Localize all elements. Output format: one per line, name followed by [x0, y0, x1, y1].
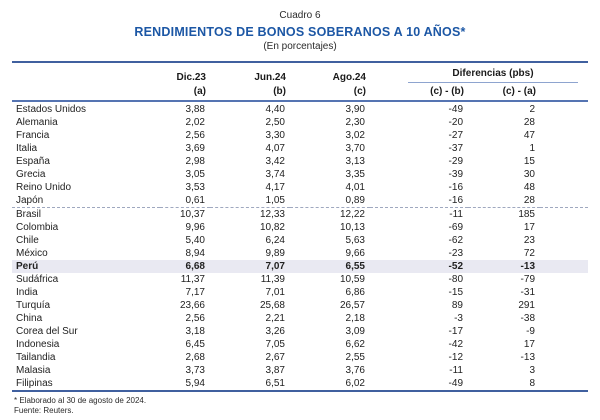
value-cell: -12 — [448, 352, 463, 363]
value-cell: 1 — [529, 143, 535, 154]
country-cell: Indonesia — [16, 339, 60, 350]
value-cell: 6,55 — [290, 260, 370, 273]
value-cell: 2,98 — [185, 156, 205, 167]
value-cell: 185 — [468, 208, 540, 222]
value-cell: -27 — [448, 130, 463, 141]
value-cell: -49 — [448, 104, 463, 115]
table-row — [12, 208, 588, 222]
spacer-cell — [540, 338, 588, 351]
country-cell: Turquía — [16, 300, 51, 311]
value-cell: 3,88 — [185, 104, 205, 115]
value-cell: 2,67 — [265, 352, 285, 363]
value-cell: 2 — [529, 104, 535, 115]
spacer-cell — [540, 116, 588, 129]
value-cell: 7,01 — [265, 287, 285, 298]
value-cell: 3,02 — [345, 130, 365, 141]
value-cell: 28 — [523, 117, 535, 128]
value-cell: 10,13 — [339, 222, 365, 233]
value-cell: -13 — [520, 352, 535, 363]
value-cell: 23 — [523, 235, 535, 246]
value-cell: 11,37 — [180, 274, 205, 285]
footnotes — [14, 396, 600, 416]
table-row — [12, 168, 588, 181]
value-cell: -20 — [448, 117, 463, 128]
spacer-cell — [540, 168, 588, 181]
value-cell: 3 — [529, 365, 535, 376]
value-cell: -38 — [520, 313, 535, 324]
spacer-cell — [540, 221, 588, 234]
country-cell: Alemania — [16, 117, 58, 128]
value-cell: 3,30 — [265, 130, 285, 141]
table-row — [12, 338, 588, 351]
value-cell: 5,40 — [185, 235, 205, 246]
spacer-cell — [540, 312, 588, 325]
value-cell: 72 — [523, 248, 535, 259]
spacer-cell — [540, 299, 588, 312]
value-cell: 2,56 — [185, 130, 205, 141]
table-header — [12, 62, 588, 101]
value-cell: 8 — [529, 378, 535, 389]
table-row — [12, 273, 588, 286]
table-row — [12, 142, 588, 155]
table-row — [12, 286, 588, 299]
value-cell: 6,68 — [160, 260, 210, 273]
country-cell: Corea del Sur — [16, 326, 78, 337]
value-cell: 3,53 — [185, 182, 205, 193]
table-row — [12, 325, 588, 338]
col-header-jun24: Jun.24 — [254, 72, 286, 83]
table-row — [12, 155, 588, 168]
value-cell: -23 — [448, 248, 463, 259]
table-row — [12, 377, 588, 391]
col-subheader-b: (b) — [273, 86, 286, 97]
value-cell: -16 — [448, 195, 463, 206]
value-cell: -11 — [370, 208, 468, 222]
table-row — [12, 194, 588, 208]
value-cell: -52 — [370, 260, 468, 273]
value-cell: 6,86 — [345, 287, 365, 298]
table-row — [12, 351, 588, 364]
col-subheader-c-minus-a: (c) - (a) — [502, 86, 536, 97]
table-caption: Cuadro 6 — [279, 10, 321, 21]
value-cell: 3,74 — [265, 169, 285, 180]
col-header-ago24: Ago.24 — [332, 72, 366, 83]
diff-group-label: Diferencias (pbs) — [408, 68, 578, 83]
value-cell: 9,96 — [185, 222, 205, 233]
spacer-header — [540, 83, 588, 101]
value-cell: 5,94 — [185, 378, 205, 389]
value-cell: -42 — [448, 339, 463, 350]
spacer-cell — [540, 273, 588, 286]
value-cell: -15 — [448, 287, 463, 298]
value-cell: 26,57 — [339, 300, 365, 311]
value-cell: 3,35 — [345, 169, 365, 180]
value-cell: 4,07 — [265, 143, 285, 154]
value-cell: 3,69 — [185, 143, 205, 154]
table-row — [12, 101, 588, 116]
value-cell: 6,24 — [265, 235, 285, 246]
value-cell: -69 — [448, 222, 463, 233]
table-row — [12, 221, 588, 234]
value-cell: 4,17 — [265, 182, 285, 193]
value-cell: 291 — [518, 300, 535, 311]
value-cell: 2,18 — [345, 313, 365, 324]
country-cell: Malasia — [16, 365, 51, 376]
table-row — [12, 312, 588, 325]
country-column-subheader — [12, 83, 160, 101]
value-cell: 12,22 — [290, 208, 370, 222]
value-cell: 89 — [451, 300, 463, 311]
country-cell: China — [16, 313, 43, 324]
country-cell: Japón — [16, 195, 44, 206]
value-cell: 5,63 — [345, 235, 365, 246]
value-cell: 2,21 — [265, 313, 285, 324]
value-cell: 12,33 — [210, 208, 290, 222]
spacer-cell — [540, 377, 588, 391]
value-cell: 6,02 — [345, 378, 365, 389]
country-cell: Tailandia — [16, 352, 56, 363]
col-subheader-c-minus-b: (c) - (b) — [430, 86, 464, 97]
value-cell: 7,07 — [210, 260, 290, 273]
value-cell: -13 — [468, 260, 540, 273]
value-cell: 3,87 — [265, 365, 285, 376]
value-cell: 3,70 — [345, 143, 365, 154]
country-cell: México — [16, 248, 48, 259]
value-cell: -39 — [448, 169, 463, 180]
value-cell: 3,42 — [265, 156, 285, 167]
value-cell: 23,66 — [179, 300, 205, 311]
country-cell: India — [16, 287, 38, 298]
value-cell: 8,94 — [185, 248, 205, 259]
country-column-header — [12, 62, 160, 83]
table-body — [12, 101, 588, 391]
spacer-cell — [540, 142, 588, 155]
value-cell: 3,13 — [345, 156, 365, 167]
spacer-cell — [540, 234, 588, 247]
table-row — [12, 129, 588, 142]
value-cell: 47 — [523, 130, 535, 141]
footnote-elaboration: * Elaborado al 30 de agosto de 2024. — [14, 396, 147, 405]
value-cell: 10,37 — [160, 208, 210, 222]
table-row — [12, 247, 588, 260]
value-cell: 2,55 — [345, 352, 365, 363]
value-cell: -31 — [520, 287, 535, 298]
value-cell: 6,62 — [345, 339, 365, 350]
col-subheader-c: (c) — [353, 86, 366, 97]
value-cell: 3,90 — [345, 104, 365, 115]
spacer-cell — [540, 260, 588, 273]
value-cell: -80 — [448, 274, 463, 285]
table-row — [12, 116, 588, 129]
value-cell: 30 — [523, 169, 535, 180]
footnote-source: Fuente: Reuters. — [14, 406, 74, 415]
country-cell: Colombia — [16, 222, 59, 233]
country-cell: España — [16, 156, 50, 167]
page-title: RENDIMIENTOS DE BONOS SOBERANOS A 10 AÑOS* — [134, 25, 466, 39]
value-cell: 3,73 — [185, 365, 205, 376]
value-cell: 15 — [523, 156, 535, 167]
country-cell: Estados Unidos — [16, 104, 87, 115]
spacer-cell — [540, 194, 588, 208]
bond-yields-table — [12, 61, 588, 392]
table-row — [12, 364, 588, 377]
country-cell: Sudáfrica — [16, 274, 59, 285]
spacer-cell — [540, 351, 588, 364]
spacer-cell — [540, 155, 588, 168]
spacer-cell — [540, 325, 588, 338]
value-cell: 7,05 — [265, 339, 285, 350]
value-cell: -29 — [448, 156, 463, 167]
spacer-cell — [540, 101, 588, 116]
value-cell: -11 — [449, 365, 463, 376]
spacer-cell — [540, 181, 588, 194]
value-cell: -9 — [526, 326, 535, 337]
value-cell: 0,89 — [345, 195, 365, 206]
country-cell: Filipinas — [16, 378, 53, 389]
table-row — [12, 234, 588, 247]
value-cell: 2,50 — [265, 117, 285, 128]
value-cell: -17 — [448, 326, 463, 337]
value-cell: 2,30 — [345, 117, 365, 128]
value-cell: 17 — [523, 222, 535, 233]
country-cell: Perú — [12, 260, 160, 273]
value-cell: 9,89 — [265, 248, 285, 259]
value-cell: 25,68 — [259, 300, 285, 311]
value-cell: 4,01 — [345, 182, 365, 193]
value-cell: 10,82 — [259, 222, 285, 233]
country-cell: Brasil — [12, 208, 160, 222]
value-cell: 0,61 — [185, 195, 205, 206]
col-subheader-a: (a) — [193, 86, 206, 97]
value-cell: 7,17 — [185, 287, 205, 298]
value-cell: 2,56 — [185, 313, 205, 324]
spacer-cell — [540, 208, 588, 222]
value-cell: -16 — [448, 182, 463, 193]
value-cell: 3,76 — [345, 365, 365, 376]
value-cell: 1,05 — [265, 195, 285, 206]
table-row — [12, 299, 588, 312]
spacer-cell — [540, 247, 588, 260]
value-cell: 6,45 — [185, 339, 205, 350]
value-cell: 10,59 — [339, 274, 365, 285]
value-cell: 17 — [523, 339, 535, 350]
spacer-cell — [540, 129, 588, 142]
spacer-cell — [540, 286, 588, 299]
value-cell: 6,51 — [265, 378, 285, 389]
value-cell: -37 — [448, 143, 463, 154]
value-cell: 9,66 — [345, 248, 365, 259]
value-cell: 11,39 — [260, 274, 285, 285]
value-cell: -62 — [448, 235, 463, 246]
value-cell: 3,18 — [185, 326, 205, 337]
spacer-cell — [540, 364, 588, 377]
value-cell: 3,26 — [265, 326, 285, 337]
col-header-dic23: Dic.23 — [176, 72, 206, 83]
value-cell: 4,40 — [265, 104, 285, 115]
value-cell: 28 — [523, 195, 535, 206]
value-cell: 2,68 — [185, 352, 205, 363]
value-cell: -79 — [520, 274, 535, 285]
table-subtitle: (En porcentajes) — [263, 41, 337, 52]
country-cell: Chile — [16, 235, 39, 246]
country-cell: Reino Unido — [16, 182, 72, 193]
value-cell: 48 — [523, 182, 535, 193]
table-row — [12, 181, 588, 194]
value-cell: -3 — [454, 313, 463, 324]
table-row — [12, 260, 588, 273]
diff-group-header — [370, 62, 588, 83]
value-cell: 2,02 — [185, 117, 205, 128]
country-cell: Italia — [16, 143, 38, 154]
value-cell: -49 — [448, 378, 463, 389]
country-cell: Francia — [16, 130, 50, 141]
country-cell: Grecia — [16, 169, 46, 180]
value-cell: 3,05 — [185, 169, 205, 180]
value-cell: 3,09 — [345, 326, 365, 337]
